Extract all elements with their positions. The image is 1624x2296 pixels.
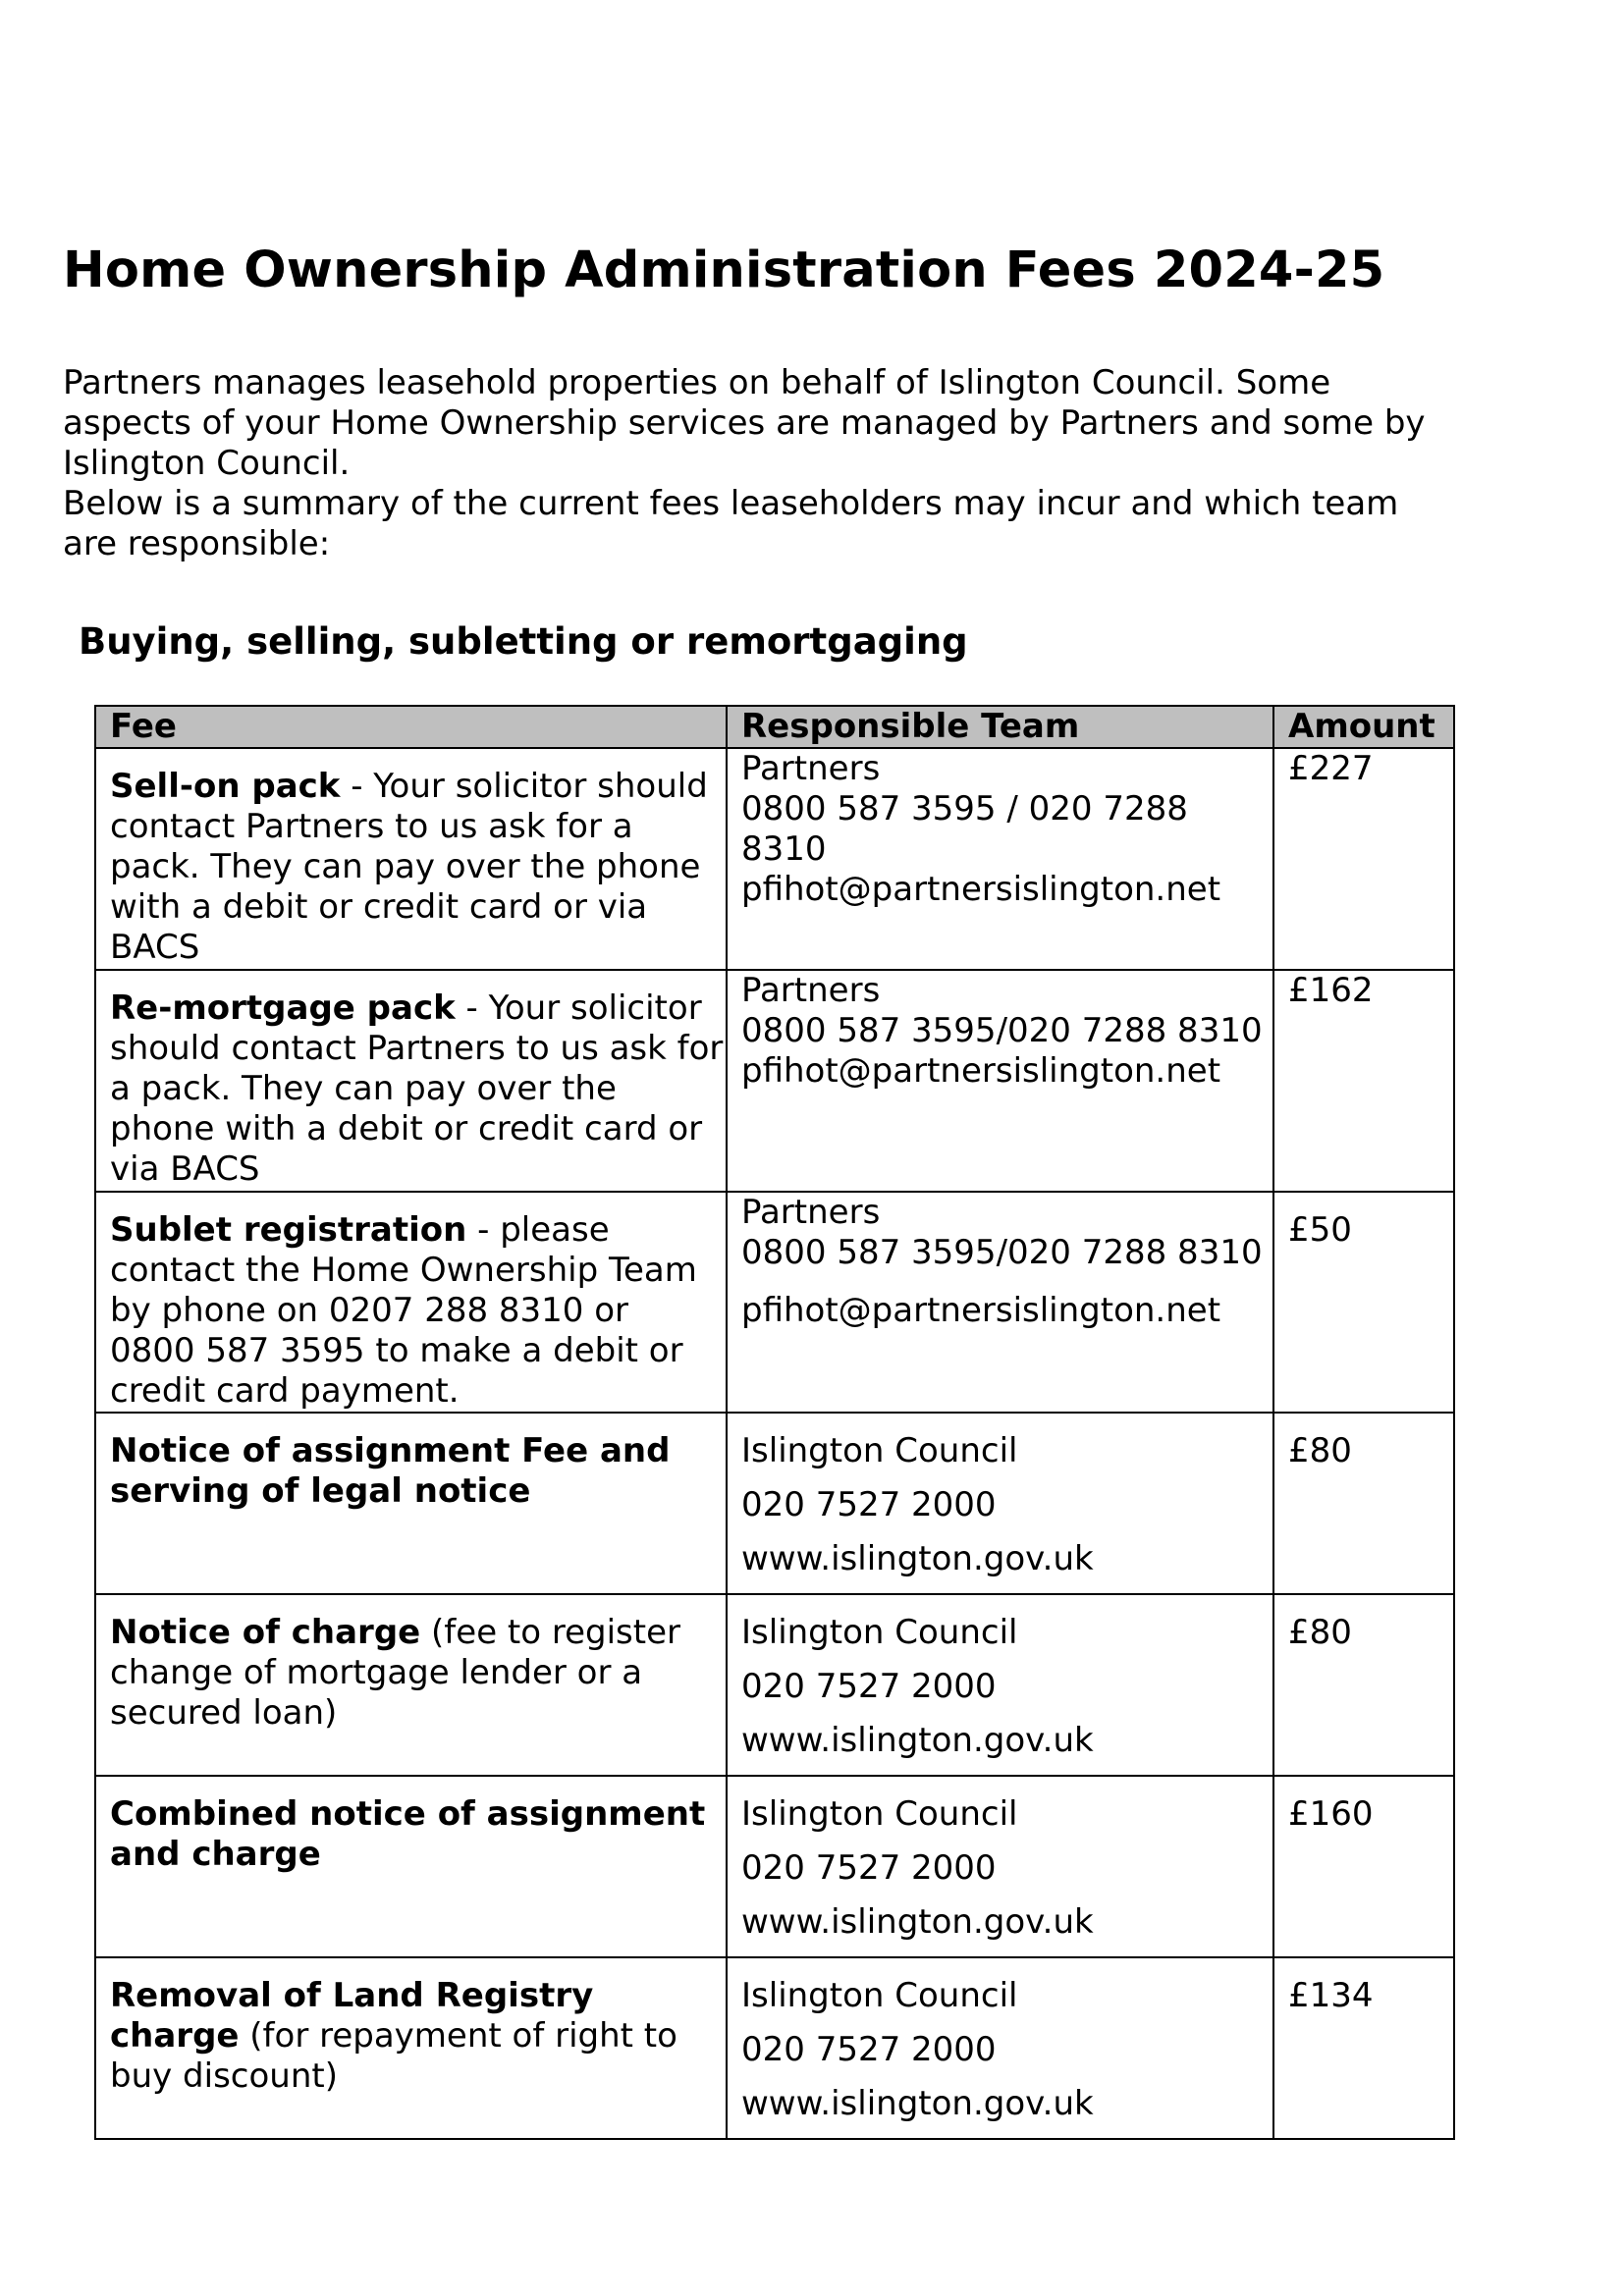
fee-description: [95, 1192, 727, 1413]
fee-name: Re-mortgage pack: [110, 988, 456, 1028]
page-title: Home Ownership Administration Fees 2024-25: [63, 241, 1385, 299]
table-row: [95, 1192, 1454, 1413]
table-row: [95, 1413, 1454, 1594]
team-website: www.islington.gov.uk: [741, 1721, 1094, 1760]
fee-amount: £160: [1273, 1776, 1454, 1957]
fee-details: - Your solicitor should contact Partners to us ask for a pack. They can pay over the phone with a debit or credit card or via BACS: [110, 767, 708, 967]
fee-name: Sell-on pack: [110, 767, 341, 806]
fee-details: (for repayment of right to buy discount): [110, 2016, 677, 2096]
team-name: Islington Council: [741, 1794, 1018, 1834]
team-name: Partners: [741, 1193, 881, 1232]
table-row: [95, 1957, 1454, 2139]
team-phone: 020 7527 2000: [741, 1848, 997, 1888]
team-name: Islington Council: [741, 1976, 1018, 2015]
table-row: [95, 970, 1454, 1192]
table-row: [95, 1776, 1454, 1957]
fee-amount: £50: [1273, 1192, 1454, 1413]
team-phone: 020 7527 2000: [741, 1485, 997, 1524]
header-responsible-team: Responsible Team: [727, 706, 1273, 748]
fee-amount: £162: [1273, 970, 1454, 1192]
team-name: Partners: [741, 971, 881, 1010]
fee-details: - Your solicitor should contact Partners to us ask for a pack. They can pay over the phone with a debit or credit card or via BACS: [110, 988, 724, 1189]
team-name: Islington Council: [741, 1431, 1018, 1470]
team-phone: 0800 587 3595 / 020 7288 8310: [741, 789, 1188, 869]
team-email: pfihot@partnersislington.net: [741, 870, 1221, 909]
fee-description: [95, 970, 727, 1192]
fee-amount: £134: [1273, 1957, 1454, 2139]
intro-paragraph-1: Partners manages leasehold properties on behalf of Islington Council. Some aspects of your Home Ownership services are managed by Partners and some by Islington Council.: [63, 363, 1426, 483]
responsible-team: [727, 1957, 1273, 2139]
team-phone: 020 7527 2000: [741, 1667, 997, 1706]
fee-name: Notice of assignment Fee and serving of legal notice: [110, 1431, 671, 1511]
fee-description: [95, 1413, 727, 1594]
team-email: pfihot@partnersislington.net: [741, 1291, 1221, 1330]
table-header-row: [95, 706, 1454, 748]
team-phone: 020 7527 2000: [741, 2030, 997, 2069]
responsible-team: [727, 1413, 1273, 1594]
responsible-team: [727, 970, 1273, 1192]
team-name: Partners: [741, 749, 881, 788]
fee-details: (fee to register change of mortgage lender or a secured loan): [110, 1613, 680, 1733]
responsible-team: [727, 1594, 1273, 1776]
responsible-team: [727, 1776, 1273, 1957]
responsible-team: [727, 1192, 1273, 1413]
intro-text: [63, 363, 1457, 564]
fee-amount: £80: [1273, 1413, 1454, 1594]
header-fee: Fee: [95, 706, 727, 748]
fee-name: Sublet registration: [110, 1210, 467, 1250]
team-email: pfihot@partnersislington.net: [741, 1051, 1221, 1091]
fee-details: - please contact the Home Ownership Team by phone on 0207 288 8310 or 0800 587 3595 to make a debit or credit card payment.: [110, 1210, 697, 1411]
fee-amount: £227: [1273, 748, 1454, 970]
fee-description: [95, 1776, 727, 1957]
fees-table: [94, 705, 1455, 2140]
team-name: Islington Council: [741, 1613, 1018, 1652]
table-row: [95, 748, 1454, 970]
intro-paragraph-2: Below is a summary of the current fees leaseholders may incur and which team are responsible:: [63, 484, 1399, 563]
team-phone: 0800 587 3595/020 7288 8310: [741, 1011, 1263, 1050]
team-website: www.islington.gov.uk: [741, 1902, 1094, 1942]
fee-amount: £80: [1273, 1594, 1454, 1776]
team-website: www.islington.gov.uk: [741, 2084, 1094, 2123]
fee-name: Combined notice of assignment and charge: [110, 1794, 706, 1874]
header-amount: Amount: [1273, 706, 1454, 748]
team-website: www.islington.gov.uk: [741, 1539, 1094, 1578]
fee-name: Removal of Land Registry charge: [110, 1976, 594, 2056]
fee-description: [95, 748, 727, 970]
fee-description: [95, 1594, 727, 1776]
fee-name: Notice of charge: [110, 1613, 421, 1652]
team-phone: 0800 587 3595/020 7288 8310: [741, 1233, 1263, 1272]
responsible-team: [727, 748, 1273, 970]
fee-description: [95, 1957, 727, 2139]
table-row: [95, 1594, 1454, 1776]
section-heading: Buying, selling, subletting or remortgaging: [79, 620, 968, 663]
